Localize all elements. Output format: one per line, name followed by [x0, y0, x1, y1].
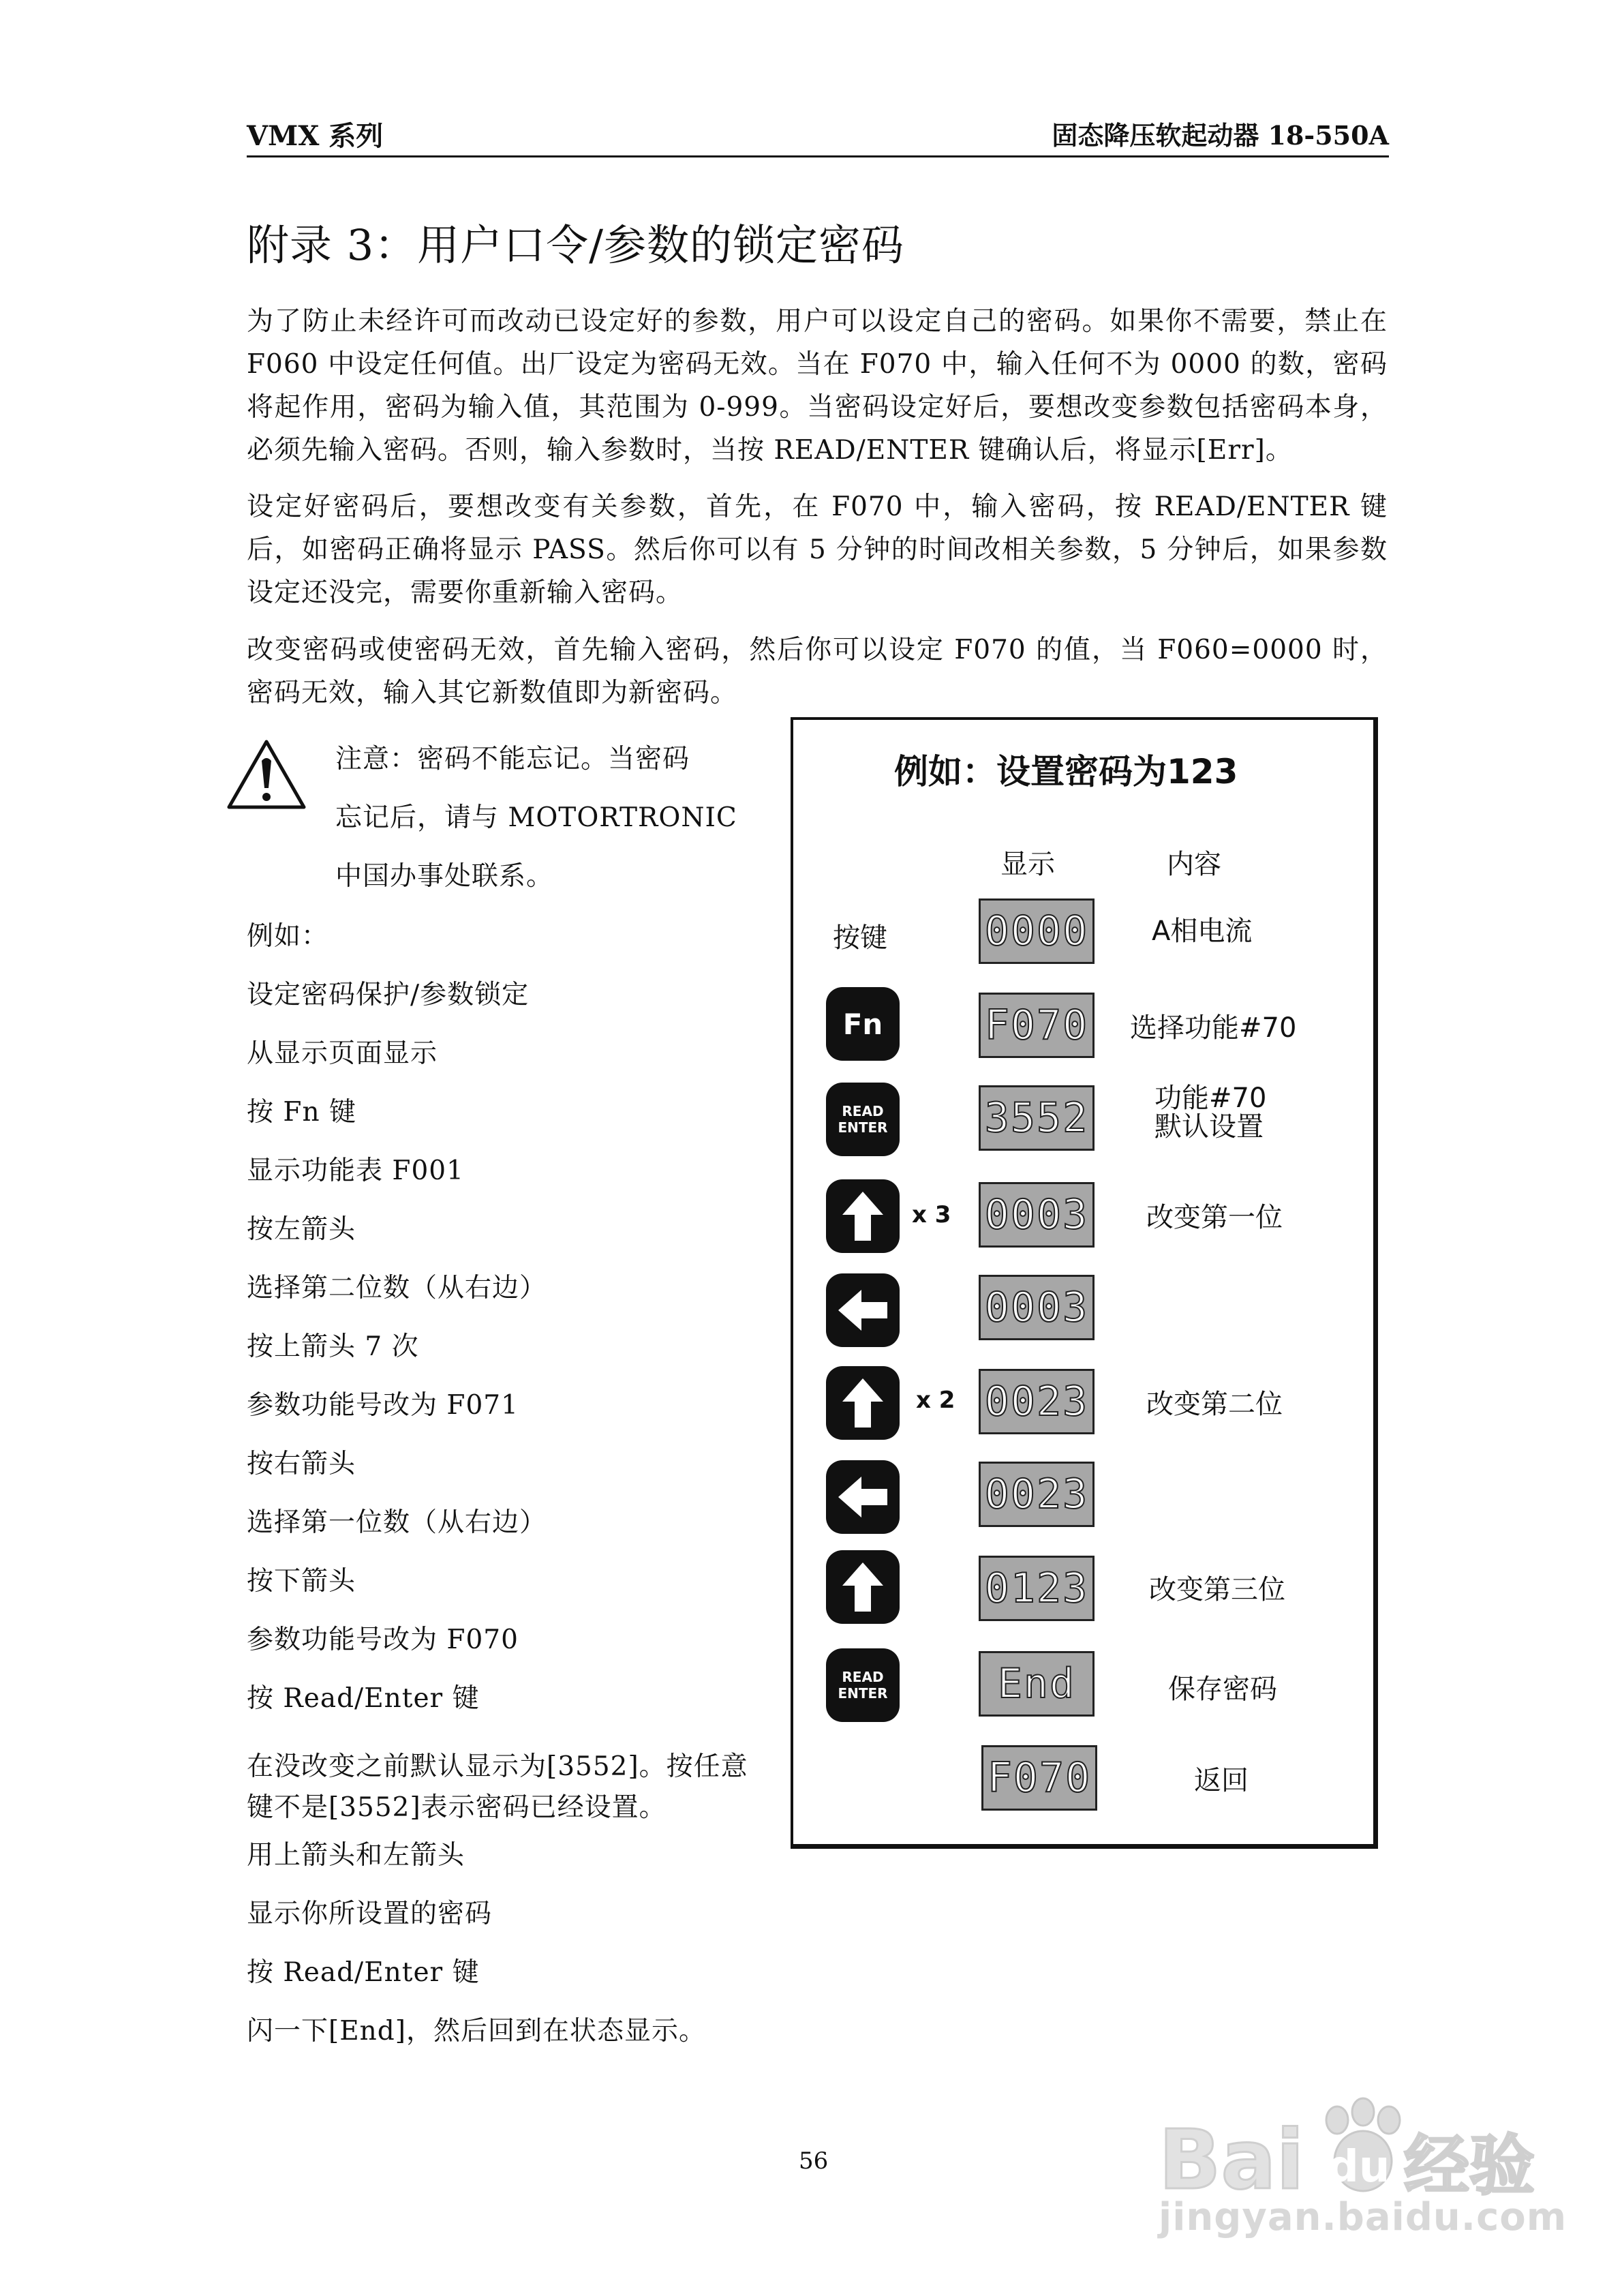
step-line: 按 Read/Enter 键	[247, 1683, 480, 1714]
up-arrow-key[interactable]	[826, 1366, 900, 1440]
example-title: 例如：设置密码为123	[894, 752, 1238, 791]
column-header-display: 显示	[1000, 849, 1055, 880]
row-content: 改变第三位	[1149, 1574, 1285, 1605]
step-line: 参数功能号改为 F071	[247, 1390, 519, 1421]
column-header-key: 按键	[833, 922, 887, 954]
lcd-display: 0003	[979, 1182, 1095, 1248]
step-line: 选择第一位数（从右边）	[247, 1507, 547, 1538]
svg-text:经验: 经验	[1404, 2128, 1535, 2204]
step-line: 按 Fn 键	[247, 1097, 356, 1128]
lcd-display: 3552	[979, 1085, 1095, 1151]
lcd-display: End	[979, 1651, 1095, 1717]
baidu-jingyan-watermark-logo	[1159, 2072, 1540, 2216]
row-content: 保存密码	[1168, 1674, 1277, 1705]
lcd-display: F070	[979, 993, 1095, 1058]
step-line: 用上箭头和左箭头	[247, 1840, 465, 1871]
row-content: 功能#70 默认设置	[1154, 1083, 1267, 1143]
step-line: 从显示页面显示	[247, 1038, 438, 1069]
step-line: 按右箭头	[247, 1449, 356, 1479]
lcd-display: 0023	[979, 1462, 1095, 1527]
watermark-url: jingyan.baidu.com	[1159, 2195, 1567, 2239]
step-line: 选择第二位数（从右边）	[247, 1273, 547, 1303]
paragraph-intro: 为了防止未经许可而改动已设定好的参数，用户可以设定自己的密码。如果你不需要，禁止在 F060 中设定任何值。出厂设定为密码无效。当在 F070 中，输入任何不为 0000 的数，密码将起作用，密码为输入值，其范围为 0-999。当密码设定好后，要想改变参数包括密码本身，必须先输入密码。否则，输入参数时，当按 READ/ENTER 键确认后，将显示[Err]。	[247, 306, 1388, 466]
step-example-label: 例如：	[247, 921, 329, 952]
header-rule	[247, 155, 1389, 157]
row-content: 改变第一位	[1146, 1202, 1283, 1233]
note-line-1: 注意：密码不能忘记。当密码	[335, 744, 690, 774]
header-product: 固态降压软起动器 18-550A	[1052, 120, 1389, 151]
paragraph-change-password: 改变密码或使密码无效，首先输入密码，然后你可以设定 F070 的值，当 F060=0000 时，密码无效，输入其它新数值即为新密码。	[247, 635, 1388, 708]
note-line-2: 忘记后，请与 MOTORTRONIC	[335, 802, 737, 833]
step-line: 设定密码保护/参数锁定	[247, 980, 530, 1010]
lcd-display: F070	[981, 1745, 1097, 1811]
up-arrow-icon	[841, 1561, 885, 1613]
svg-text:Bai: Bai	[1159, 2113, 1304, 2208]
up-arrow-icon	[841, 1377, 885, 1429]
press-count: x 2	[916, 1387, 955, 1414]
row-content: A相电流	[1152, 916, 1253, 947]
step-line: 按左箭头	[247, 1214, 356, 1245]
press-count: x 3	[912, 1201, 951, 1228]
row-content: 选择功能#70	[1130, 1012, 1297, 1044]
read-enter-key[interactable]: READ ENTER	[826, 1648, 900, 1722]
left-arrow-key[interactable]	[826, 1273, 900, 1347]
step-line-wrapped: 在没改变之前默认显示为[3552]。按任意键不是[3552]表示密码已经设置。	[247, 1751, 748, 1823]
svg-text:du: du	[1328, 2142, 1390, 2192]
lcd-display: 0000	[979, 898, 1095, 964]
row-content: 改变第二位	[1146, 1389, 1283, 1420]
up-arrow-key[interactable]	[826, 1179, 900, 1253]
row-content: 返回	[1194, 1765, 1249, 1796]
step-line: 按 Read/Enter 键	[247, 1957, 480, 1988]
page-title: 附录 3：用户口令/参数的锁定密码	[247, 220, 905, 270]
header-series: VMX 系列	[247, 120, 384, 152]
lcd-display: 0023	[979, 1369, 1095, 1434]
up-arrow-icon	[841, 1190, 885, 1242]
lcd-display: 0003	[979, 1275, 1095, 1340]
page-number: 56	[799, 2147, 829, 2175]
read-enter-key[interactable]: READ ENTER	[826, 1083, 900, 1156]
lcd-display: 0123	[979, 1556, 1095, 1621]
fn-key[interactable]: Fn	[826, 987, 900, 1061]
step-line: 闪一下[End]，然后回到在状态显示。	[247, 2016, 706, 2046]
step-line: 按下箭头	[247, 1566, 356, 1597]
step-line: 显示功能表 F001	[247, 1155, 464, 1186]
left-arrow-icon	[837, 1288, 889, 1332]
note-line-3: 中国办事处联系。	[335, 861, 554, 892]
step-line: 参数功能号改为 F070	[247, 1625, 519, 1655]
warning-icon	[225, 738, 308, 811]
step-line: 按上箭头 7 次	[247, 1331, 419, 1362]
paragraph-enter-password: 设定好密码后，要想改变有关参数，首先，在 F070 中，输入密码，按 READ/ENTER 键后，如密码正确将显示 PASS。然后你可以有 5 分钟的时间改相关参数，5 分钟后，如果参数设定还没完，需要你重新输入密码。	[247, 492, 1388, 608]
up-arrow-key[interactable]	[826, 1550, 900, 1624]
step-line: 显示你所设置的密码	[247, 1899, 493, 1929]
left-arrow-icon	[837, 1475, 889, 1519]
column-header-content: 内容	[1167, 849, 1221, 880]
left-arrow-key[interactable]	[826, 1460, 900, 1534]
